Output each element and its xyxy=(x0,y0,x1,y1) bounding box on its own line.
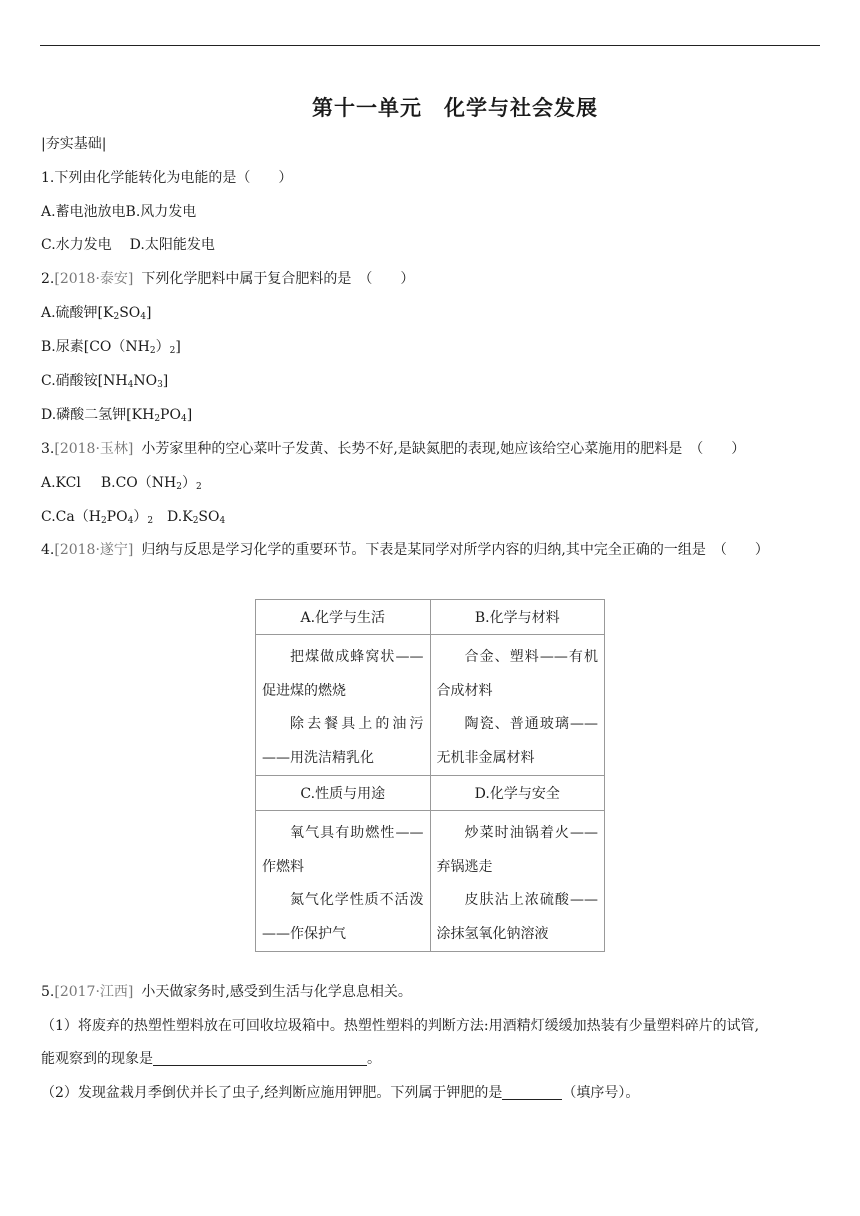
q5-answer-blank-2[interactable] xyxy=(502,1085,562,1100)
table-cell-b: 合金、塑料——有机合成材料 陶瓷、普通玻璃——无机非金属材料 xyxy=(430,635,605,776)
header-rule xyxy=(40,45,820,46)
q1-option-d: D.太阳能发电 xyxy=(129,237,215,253)
q1-option-c: C.水力发电 xyxy=(41,237,112,253)
q2-option-a: A.硫酸钾$[K_2SO_4]$ xyxy=(41,305,152,322)
page-title: 第十一单元 化学与社会发展 xyxy=(312,96,598,120)
q3-stem: 3.[2018·玉林] 小芳家里种的空心菜叶子发黄、长势不好,是缺氮肥的表现,她应该给空心菜施用的肥料是 （ ） xyxy=(41,441,746,457)
q5-stem: 5.[2017·江西] 小天做家务时,感受到生活与化学息息相关。 xyxy=(41,984,412,1000)
q2-stem: 2.[2018·泰安] 下列化学肥料中属于复合肥料的是 （ ） xyxy=(41,271,415,287)
q4-source: [2018·遂宁] xyxy=(54,542,134,558)
q2-option-b: B.尿素$[CO(NH_2)_2]$ xyxy=(41,339,181,356)
table-head-b: B.化学与材料 xyxy=(430,600,605,635)
table-head-d: D.化学与安全 xyxy=(430,776,605,811)
section-label: |夯实基础| xyxy=(41,136,107,152)
table-cell-c: 氧气具有助燃性——作燃料 氮气化学性质不活泼——作保护气 xyxy=(256,811,431,952)
q3-source: [2018·玉林] xyxy=(54,441,134,457)
table-cell-a: 把煤做成蜂窝状——促进煤的燃烧 除去餐具上的油污——用洗洁精乳化 xyxy=(256,635,431,776)
q5-answer-blank-1[interactable] xyxy=(153,1051,367,1066)
q5-part1-line1: （1）将废弃的热塑性塑料放在可回收垃圾箱中。热塑性塑料的判断方法:用酒精灯缓缓加热装有少量塑料碎片的试管, xyxy=(41,1018,760,1034)
q1-stem: 1.下列由化学能转化为电能的是（ ） xyxy=(41,170,293,186)
q3-options-ab xyxy=(41,473,202,493)
q1-options-cd xyxy=(41,235,215,255)
table-head-a: A.化学与生活 xyxy=(256,600,431,635)
q2-source: [2018·泰安] xyxy=(54,271,134,287)
q5-part1-line2: 能观察到的现象是 。 xyxy=(41,1051,381,1067)
q2-option-d: D.磷酸二氢钾$[KH_2PO_4]$ xyxy=(41,407,193,424)
q5-part2: （2）发现盆栽月季倒伏并长了虫子,经判断应施用钾肥。下列属于钾肥的是 （填序号）。 xyxy=(41,1085,640,1101)
q2-option-c: C.硝酸铵$[NH_4NO_3]$ xyxy=(41,373,169,390)
q3-option-a: A.KCl xyxy=(41,475,81,491)
q3-option-c: $C.Ca(H_2PO_4)_2$ xyxy=(41,509,154,526)
table-head-c: C.性质与用途 xyxy=(256,776,431,811)
q3-option-d: $D.K_2SO_4$ xyxy=(167,509,226,526)
table-cell-d: 炒菜时油锅着火——弃锅逃走 皮肤沾上浓硫酸——涂抹氢氧化钠溶液 xyxy=(430,811,605,952)
q4-stem: 4.[2018·遂宁] 归纳与反思是学习化学的重要环节。下表是某同学对所学内容的归纳,其中完全正确的一组是 （ ） xyxy=(41,542,769,558)
summary-table xyxy=(255,599,605,952)
q3-options-cd xyxy=(41,507,225,527)
q5-source: [2017·江西] xyxy=(54,984,134,1000)
q1-options-ab: A.蓄电池放电B.风力发电 xyxy=(41,204,197,220)
q3-option-b: $B.CO(NH_2)_2$ xyxy=(100,475,202,492)
